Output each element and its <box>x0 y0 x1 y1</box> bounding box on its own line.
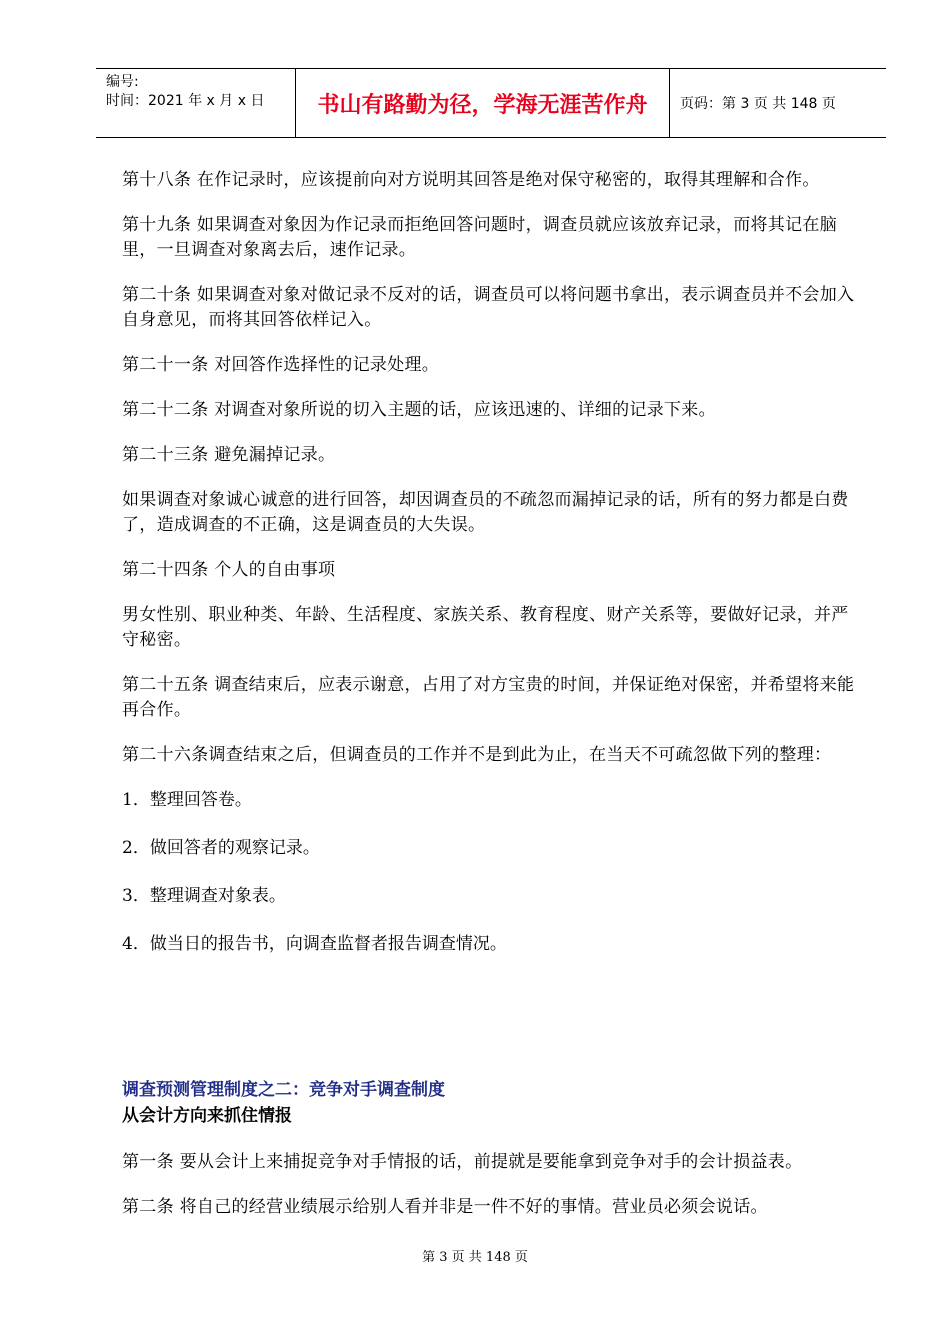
list-item: 4．做当日的报告书，向调查监督者报告调查情况。 <box>122 934 507 954</box>
article-paragraph: 男女性别、职业种类、年龄、生活程度、家族关系、教育程度、财产关系等，要做好记录，并严守秘密。 <box>122 605 849 650</box>
article-paragraph: 第十九条 如果调查对象因为作记录而拒绝回答问题时，调查员就应该放弃记录，而将其记在脑里，一旦调查对象离去后，速作记录。 <box>122 215 838 260</box>
list-item: 3．整理调查对象表。 <box>122 886 286 906</box>
article-paragraph: 第二十五条 调查结束后，应表示谢意，占用了对方宝贵的时间，并保证绝对保密，并希望将来能再合作。 <box>122 675 855 720</box>
section-subtitle: 从会计方向来抓住情报 <box>122 1106 292 1126</box>
header-page-info: 页码：第 3 页 共 148 页 <box>680 96 836 112</box>
article-paragraph: 第一条 要从会计上来捕捉竞争对手情报的话，前提就是要能拿到竞争对手的会计损益表。 <box>122 1152 803 1172</box>
article-paragraph: 第二条 将自己的经营业绩展示给别人看并非是一件不好的事情。营业员必须会说话。 <box>122 1197 768 1217</box>
article-paragraph: 如果调查对象诚心诚意的进行回答，却因调查员的不疏忽而漏掉记录的话，所有的努力都是白费了，造成调查的不正确，这是调查员的大失误。 <box>122 490 849 535</box>
list-item: 1．整理回答卷。 <box>122 790 252 810</box>
article-paragraph: 第二十一条 对回答作选择性的记录处理。 <box>122 355 440 375</box>
document-body <box>122 168 862 980</box>
article-paragraph: 第二十六条调查结束之后，但调查员的工作并不是到此为止，在当天不可疏忽做下列的整理： <box>122 745 832 765</box>
article-paragraph: 第二十四条 个人的自由事项 <box>122 560 336 580</box>
page-footer: 第 3 页 共 148 页 <box>422 1250 528 1265</box>
section-body <box>122 1150 882 1240</box>
article-paragraph: 第二十条 如果调查对象对做记录不反对的话，调查员可以将问题书拿出，表示调查员并不会加入自身意见，而将其回答依样记入。 <box>122 285 855 330</box>
serial-number-label: 编号: <box>106 74 139 90</box>
list-item: 2．做回答者的观察记录。 <box>122 838 320 858</box>
page-header <box>96 68 886 138</box>
time-label: 时间：2021 年 x 月 x 日 <box>106 93 265 109</box>
article-paragraph: 第十八条 在作记录时，应该提前向对方说明其回答是绝对保守秘密的，取得其理解和合作。 <box>122 170 820 190</box>
article-paragraph: 第二十三条 避免漏掉记录。 <box>122 445 336 465</box>
header-motto: 书山有路勤为径，学海无涯苦作舟 <box>296 69 670 137</box>
section-title: 调查预测管理制度之二：竞争对手调查制度 <box>122 1080 445 1100</box>
header-meta <box>96 69 296 137</box>
article-paragraph: 第二十二条 对调查对象所说的切入主题的话，应该迅速的、详细的记录下来。 <box>122 400 716 420</box>
